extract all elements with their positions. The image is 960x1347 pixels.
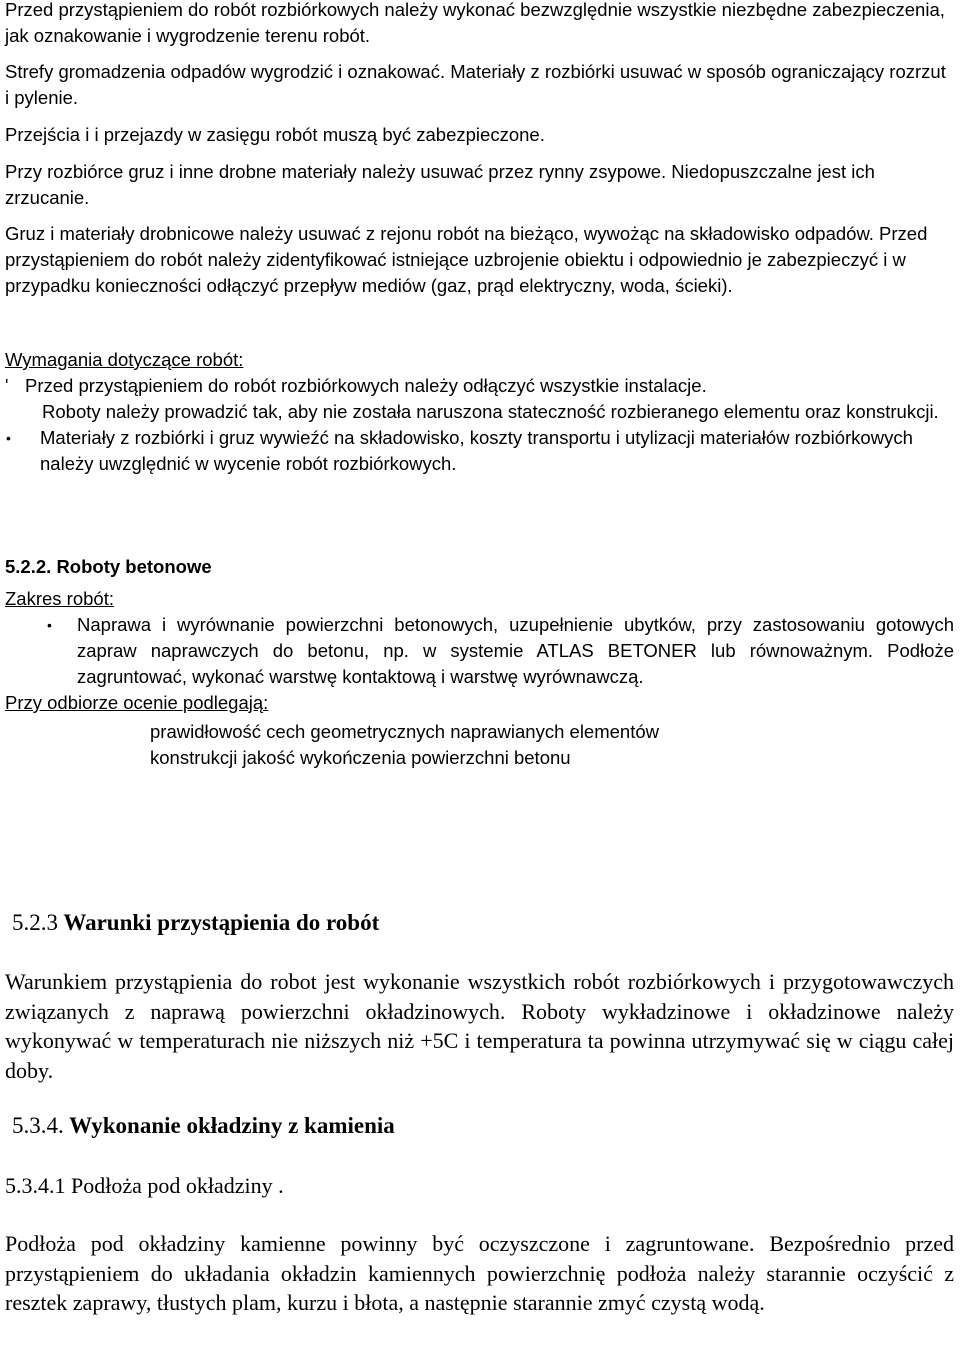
acceptance-line-1: prawidłowość cech geometrycznych naprawianych elementów (150, 721, 659, 742)
requirement-disconnect-installations: Przed przystąpieniem do robót rozbiórkowych należy odłączyć wszystkie instalacje. (25, 375, 707, 396)
section-heading-5-2-2 (5, 554, 954, 580)
section-number: 5.2.2. (5, 556, 52, 577)
acceptance-label: Przy odbiorze ocenie podlegają: (5, 692, 269, 713)
list-item (47, 612, 954, 690)
list-marker: ' (5, 376, 9, 396)
section-number: 5.2.3 (12, 910, 58, 935)
paragraph-substrates: Podłoża pod okładziny kamienne powinny być oczyszczone i zagruntowane. Bezpośrednio przed przystąpieniem do układania okładzin kamiennych powierzchnię podłoża należy starannie oczyścić z resztek zaprawy, tłustych plam, kurzu i błota, a następnie starannie zmyć czystą wodą. (5, 1231, 954, 1315)
section-title: Wykonanie okładziny z kamienia (69, 1113, 395, 1138)
requirements-list (5, 373, 954, 477)
paragraph-debris-removal: Gruz i materiały drobnicowe należy usuwać z rejonu robót na bieżąco, wywożąc na składowisko odpadów. Przed przystąpieniem do robót należy zidentyfikować istniejące uzbrojenie obiektu i odpowiednio je zabezpieczyć i w przypadku konieczności odłączyć przepływ mediów (gaz, prąd elektryczny, woda, ścieki). (5, 223, 928, 296)
bullet-icon: • (6, 430, 11, 446)
list-item (5, 399, 954, 425)
section-title: Roboty betonowe (56, 556, 212, 577)
bullet-icon: • (47, 617, 52, 633)
scope-list (47, 612, 954, 690)
paragraph-safety: Przed przystąpieniem do robót rozbiórkowych należy wykonać bezwzględnie wszystkie niezbędne zabezpieczenia, jak oznakowanie i wygrodzenie terenu robót. (5, 0, 945, 46)
requirements-heading: Wymagania dotyczące robót: (5, 349, 244, 370)
section-number: 5.3.4. (12, 1113, 64, 1138)
paragraph-debris-chutes: Przy rozbiórce gruz i inne drobne materiały należy usuwać przez rynny zsypowe. Niedopuszczalne jest ich zrzucanie. (5, 161, 875, 208)
section-heading-5-3-4 (12, 1111, 395, 1141)
list-item (5, 425, 954, 477)
scope-item-concrete-repair: Naprawa i wyrównanie powierzchni betonowych, uzupełnienie ubytków, przy zastosowaniu gotowych zapraw naprawczych do betonu, np. w systemie ATLAS BETONER lub równoważnym. Podłoże zagruntować, wykonać warstwę kontaktową i warstwę wyrównawczą. (77, 614, 954, 687)
requirement-stability: Roboty należy prowadzić tak, aby nie została naruszona stateczność rozbieranego elementu oraz konstrukcji. (42, 401, 939, 422)
scope-label: Zakres robót: (5, 588, 114, 609)
list-item (5, 373, 954, 399)
section-heading-5-2-3 (12, 908, 379, 938)
section-title: Warunki przystąpienia do robót (63, 910, 380, 935)
section-heading-5-3-4-1: 5.3.4.1 Podłoża pod okładziny . (5, 1173, 284, 1198)
paragraph-start-conditions: Warunkiem przystąpienia do robot jest wykonanie wszystkich robót rozbiórkowych i przygotowawczych związanych z naprawą powierzchni okładzinowych. Roboty wykładzinowe i okładzinowe należy wykonywać w temperaturach nie niższych niż +5C i temperatura ta powinna utrzymywać się w ciągu całej doby. (5, 969, 954, 1083)
requirement-debris-transport: Materiały z rozbiórki i gruz wywieźć na składowisko, koszty transportu i utylizacji materiałów rozbiórkowych należy uwzględnić w wycenie robót rozbiórkowych. (40, 427, 913, 474)
paragraph-passages: Przejścia i i przejazdy w zasięgu robót muszą być zabezpieczone. (5, 124, 545, 145)
acceptance-line-2: konstrukcji jakość wykończenia powierzchni betonu (150, 747, 571, 768)
paragraph-waste-zones: Strefy gromadzenia odpadów wygrodzić i oznakować. Materiały z rozbiórki usuwać w sposób ograniczający rozrzut i pylenie. (5, 61, 946, 108)
